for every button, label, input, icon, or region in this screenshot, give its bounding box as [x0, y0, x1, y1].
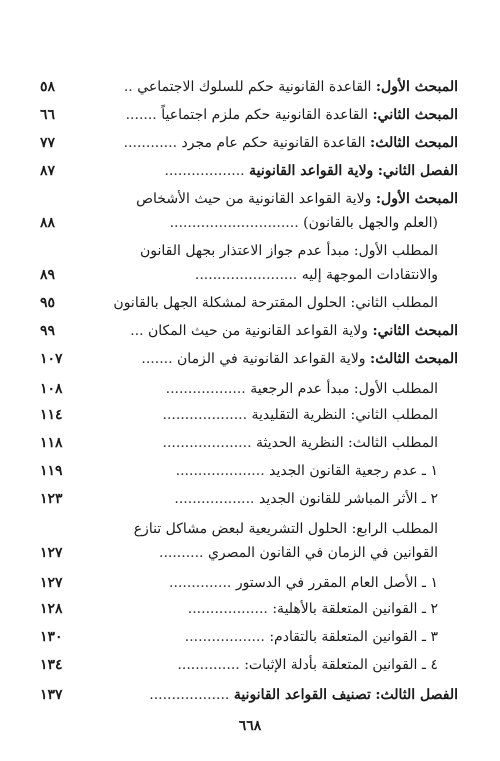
toc-entry-title: القوانين المتعلقة بأدلة الإثبات: [244, 657, 418, 673]
dot-leader: ....................... [194, 267, 298, 283]
toc-entry [126, 104, 458, 126]
toc-entry-label: ٤ ـ [421, 657, 438, 673]
toc-page-number: ٧٧ [40, 135, 56, 151]
toc-entry [149, 684, 458, 706]
toc-page-number: ١٣٧ [40, 687, 63, 703]
toc-page-number: ١٢٨ [40, 601, 63, 617]
dot-leader: .................. [165, 381, 246, 397]
toc-entry [136, 188, 458, 210]
toc-entry-label: ١ ـ [421, 575, 438, 591]
toc-entry-title: القوانين المتعلقة بالتقادم: [269, 629, 418, 645]
toc-entry-label: المبحث الثاني: [372, 107, 458, 123]
toc-entry-title: القوانين في الزمان في القانون المصري [207, 545, 438, 561]
toc-entry-title: القاعدة القانونية حكم عام مجرد [181, 135, 366, 151]
toc-page-number: ١٣٠ [40, 629, 63, 645]
dot-leader: .................. [164, 163, 245, 179]
toc-entry-label: الفصل الثاني: [377, 163, 458, 179]
toc-entry-label: الفصل الثالث: [375, 687, 458, 703]
toc-page-number: ١٣٤ [40, 657, 63, 673]
toc-entry-title: مبدأ عدم جواز الاعتذار بجهل القانون [139, 243, 350, 259]
toc-page-number: ١٠٨ [40, 381, 63, 397]
toc-page-number: ٦٦ [40, 107, 56, 123]
toc-page-number: ١١٨ [40, 435, 63, 451]
toc-page-number: ١٢٣ [40, 491, 63, 507]
toc-entry [130, 320, 458, 342]
toc-entry [163, 404, 438, 426]
toc-entry [185, 626, 438, 648]
toc-entry-label: ٢ ـ [421, 491, 438, 507]
toc-entry [195, 264, 438, 286]
toc-entry-label: ١ ـ [421, 463, 438, 479]
dot-leader: .................... [175, 463, 265, 479]
toc-entry-title: القوانين المتعلقة بالأهلية: [272, 601, 418, 617]
toc-entry-title: ولاية القواعد القانونية في الزمان [177, 351, 366, 367]
dot-leader: .................. [174, 491, 255, 507]
toc-entry [176, 460, 438, 482]
toc-entry-label: المبحث الثالث: [370, 351, 458, 367]
toc-entry-label: المطلب الأول: [353, 381, 438, 397]
toc-entry [165, 160, 458, 182]
toc-entry-label: المبحث الثالث: [370, 135, 458, 151]
toc-entry-label: ٢ ـ [421, 601, 438, 617]
toc-entry-title: ولاية القواعد القانونية من حيث المكان [148, 323, 369, 339]
toc-entry [169, 572, 438, 594]
page-number: ٦٦٨ [238, 718, 262, 734]
dot-leader: ... [130, 323, 144, 339]
toc-entry-title: القاعدة القانونية حكم ملزم اجتماعياً [161, 107, 369, 123]
toc-entry-title: الحلول التشريعية لبعض مشاكل تنازع [133, 521, 348, 537]
toc-page-number: ٨٧ [40, 163, 56, 179]
toc-entry-title: الأثر المباشر للقانون الجديد [258, 491, 418, 507]
toc-entry-label: المطلب الأول: [353, 243, 438, 259]
toc-entry-label: المبحث الثاني: [372, 323, 458, 339]
dot-leader: .. [123, 79, 133, 95]
toc-page-number: ٨٩ [40, 267, 56, 283]
dot-leader: .............. [169, 575, 232, 591]
dot-leader: ....... [141, 351, 173, 367]
toc-entry-title: تصنيف القواعد القانونية [233, 687, 371, 703]
dot-leader: ............................. [169, 215, 299, 231]
toc-entry-title: (العلم والجهل بالقانون) [303, 215, 438, 231]
toc-entry-title: والانتقادات الموجهة إليه [301, 267, 438, 283]
toc-entry-title: الحلول المقترحة لمشكلة الجهل بالقانون [113, 295, 347, 311]
toc-entry-label: المطلب الرابع: [351, 521, 438, 537]
toc-entry-title: الأصل العام المقرر في الدستور [235, 575, 418, 591]
toc-page-number: ٩٥ [40, 295, 56, 311]
toc-page-number: ١٢٧ [40, 575, 63, 591]
dot-leader: .................. [184, 629, 265, 645]
dot-leader: ............ [123, 135, 178, 151]
toc-entry [170, 212, 438, 234]
toc-entry [188, 598, 438, 620]
dot-leader: .................. [149, 687, 230, 703]
toc-page-number: ١١٩ [40, 463, 63, 479]
dot-leader: .......... [159, 545, 204, 561]
dot-leader: .............. [177, 657, 240, 673]
toc-entry [134, 518, 438, 540]
toc-entry-title: النظرية التقليدية [251, 407, 347, 423]
toc-page-number: ٥٨ [40, 79, 56, 95]
toc-entry-title: القاعدة القانونية حكم للسلوك الاجتماعي [137, 79, 372, 95]
toc-entry [124, 76, 458, 98]
toc-entry-title: مبدأ عدم الرجعية [250, 381, 350, 397]
toc-entry [113, 292, 438, 314]
toc-entry [124, 132, 458, 154]
toc-entry [166, 378, 438, 400]
toc-entry-title: عدم رجعية القانون الجديد [269, 463, 418, 479]
toc-entry-title: ولاية القواعد القانونية من حيث الأشخاص [136, 191, 372, 207]
toc-entry-label: المطلب الثاني: [350, 407, 438, 423]
toc-page-number: ٩٩ [40, 323, 56, 339]
dot-leader: .................... [162, 435, 252, 451]
dot-leader: ................... [162, 407, 248, 423]
toc-entry-label: ٣ ـ [421, 629, 438, 645]
toc-entry-title: النظرية الحديثة [255, 435, 344, 451]
dot-leader: .................. [187, 601, 268, 617]
toc-entry [163, 432, 438, 454]
toc-entry [177, 654, 438, 676]
toc-page-number: ٨٨ [40, 215, 56, 231]
toc-page-number: ١٠٧ [40, 351, 63, 367]
toc-entry-title: ولاية القواعد القانونية [249, 163, 374, 179]
toc-entry [140, 240, 438, 262]
toc-entry-label: المبحث الأول: [375, 79, 458, 95]
dot-leader: ....... [125, 107, 157, 123]
toc-entry [174, 488, 438, 510]
toc-page-number: ١١٤ [40, 407, 63, 423]
toc-page-number: ١٢٧ [40, 545, 63, 561]
toc-entry-label: المطلب الثالث: [348, 435, 438, 451]
toc-entry [141, 348, 458, 370]
toc-entry [159, 542, 438, 564]
toc-entry-label: المطلب الثاني: [350, 295, 438, 311]
toc-entry-label: المبحث الأول: [375, 191, 458, 207]
